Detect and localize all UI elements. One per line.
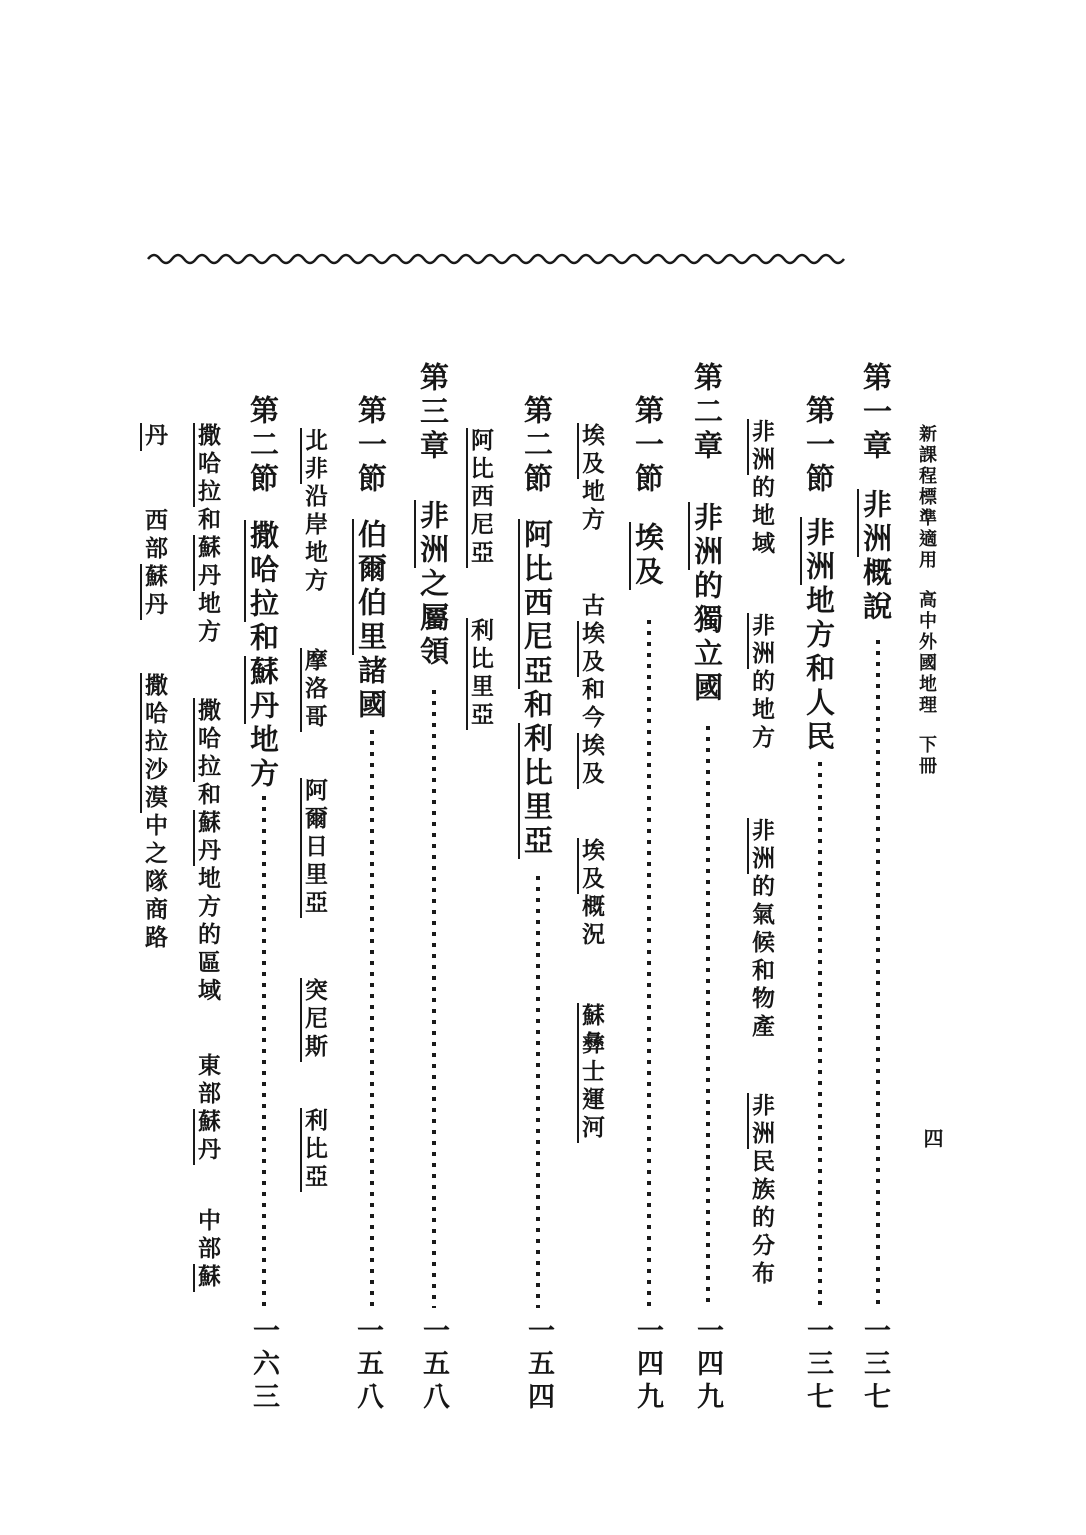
entry-page-number: 一五八 bbox=[353, 1316, 383, 1415]
entry-subtopic bbox=[580, 1003, 603, 1143]
entry-label: 第一節 bbox=[631, 395, 663, 497]
title-segment: 伯爾伯里 bbox=[354, 519, 386, 655]
entry-subtopic bbox=[143, 423, 166, 451]
entry-subtopic bbox=[750, 818, 773, 1042]
entry-subtopic bbox=[303, 978, 326, 1062]
subtopic-segment: 蘇 bbox=[195, 1264, 220, 1292]
subtopic-segment: 埃及 bbox=[579, 733, 604, 789]
entry-subtopic bbox=[303, 778, 326, 918]
title-segment: 諸國 bbox=[354, 655, 386, 723]
subtopic-segment: 蘇丹 bbox=[195, 810, 220, 866]
title-segment: 之屬領 bbox=[416, 568, 448, 670]
subtopic-segment: 蘇丹 bbox=[195, 1109, 220, 1165]
subtopic-segment: 非洲 bbox=[749, 818, 774, 874]
subtopic-segment: 和今 bbox=[579, 677, 604, 733]
title-segment: 阿比西尼亞 bbox=[520, 519, 552, 689]
dotted-leader bbox=[262, 796, 266, 1308]
entry-subtopic bbox=[196, 423, 219, 647]
subtopic-segment: 的地域 bbox=[749, 475, 774, 559]
title-segment: 埃及 bbox=[631, 522, 663, 590]
dotted-leader bbox=[818, 762, 822, 1308]
subtopic-segment: 利比亞 bbox=[302, 1108, 327, 1192]
subtopic-segment: 撒哈拉 bbox=[195, 698, 220, 782]
subtopic-segment: 中之隊商路 bbox=[142, 813, 167, 953]
entry-subtopic bbox=[143, 673, 166, 953]
entry-title bbox=[860, 489, 889, 625]
subtopic-segment: 古 bbox=[579, 593, 604, 621]
entry-title bbox=[247, 520, 276, 792]
entry-subtopic bbox=[303, 648, 326, 732]
subtopic-segment: 中部 bbox=[195, 1208, 220, 1264]
entry-label: 第二節 bbox=[246, 395, 278, 497]
subtopic-segment: 地方 bbox=[579, 479, 604, 535]
entry-subtopic bbox=[750, 613, 773, 753]
title-segment: 和 bbox=[520, 689, 552, 723]
title-segment: 非洲 bbox=[802, 517, 834, 585]
subtopic-segment: 的氣候和物產 bbox=[749, 874, 774, 1042]
title-segment: 的獨立國 bbox=[690, 570, 722, 706]
folio-page-number: 四 bbox=[920, 1128, 942, 1148]
subtopic-segment: 的地方 bbox=[749, 669, 774, 753]
subtopic-segment: 摩洛哥 bbox=[302, 648, 327, 732]
subtopic-segment: 利比里亞 bbox=[468, 618, 493, 730]
running-title-book: 高中外國地理 bbox=[917, 590, 937, 716]
subtopic-segment: 地方 bbox=[195, 591, 220, 647]
entry-subtopic bbox=[303, 428, 326, 596]
subtopic-segment: 蘇丹 bbox=[195, 535, 220, 591]
subtopic-segment: 地方的區域 bbox=[195, 866, 220, 1006]
entry-title bbox=[803, 517, 832, 755]
subtopic-segment: 非洲 bbox=[749, 613, 774, 669]
dotted-leader bbox=[432, 690, 436, 1308]
subtopic-segment: 撒哈拉 bbox=[195, 423, 220, 507]
title-segment: 撒哈拉 bbox=[246, 520, 278, 622]
entry-page-number: 一四九 bbox=[633, 1316, 663, 1415]
subtopic-segment: 撒哈拉沙漠 bbox=[142, 673, 167, 813]
entry-page-number: 一五四 bbox=[524, 1316, 554, 1415]
subtopic-segment: 和 bbox=[195, 782, 220, 810]
entry-label: 第一節 bbox=[354, 395, 386, 497]
subtopic-segment: 埃及 bbox=[579, 423, 604, 479]
running-title-series: 新課程標準適用 bbox=[917, 424, 937, 571]
entry-title bbox=[355, 519, 384, 723]
dotted-leader bbox=[876, 640, 880, 1308]
subtopic-segment: 非洲 bbox=[749, 419, 774, 475]
title-segment: 和 bbox=[246, 622, 278, 656]
subtopic-segment: 民族的分布 bbox=[749, 1149, 774, 1289]
subtopic-segment: 北非 bbox=[302, 428, 327, 484]
subtopic-segment: 丹 bbox=[142, 423, 167, 451]
entry-label: 第二章 bbox=[690, 362, 722, 464]
title-segment: 非洲 bbox=[859, 489, 891, 557]
subtopic-segment: 沿岸地方 bbox=[302, 484, 327, 596]
entry-page-number: 一三七 bbox=[803, 1316, 833, 1415]
subtopic-segment: 非洲 bbox=[749, 1093, 774, 1149]
entry-subtopic bbox=[196, 1208, 219, 1292]
entry-label: 第三章 bbox=[416, 362, 448, 464]
entry-title bbox=[632, 522, 661, 590]
subtopic-segment: 和 bbox=[195, 507, 220, 535]
entry-subtopic bbox=[143, 508, 166, 620]
entry-subtopic bbox=[303, 1108, 326, 1192]
title-segment: 利比里亞 bbox=[520, 723, 552, 859]
subtopic-segment: 蘇彝士運河 bbox=[579, 1003, 604, 1143]
entry-subtopic bbox=[469, 618, 492, 730]
entry-title bbox=[417, 500, 446, 670]
entry-label: 第二節 bbox=[520, 395, 552, 497]
dotted-leader bbox=[706, 726, 710, 1308]
subtopic-segment: 埃及 bbox=[579, 621, 604, 677]
subtopic-segment: 埃及 bbox=[579, 838, 604, 894]
dotted-leader bbox=[536, 876, 540, 1308]
dotted-leader bbox=[370, 730, 374, 1308]
entry-title bbox=[521, 519, 550, 859]
subtopic-segment: 蘇丹 bbox=[142, 564, 167, 620]
title-segment: 地方 bbox=[246, 724, 278, 792]
title-segment: 概說 bbox=[859, 557, 891, 625]
title-segment: 非洲 bbox=[690, 502, 722, 570]
subtopic-segment: 突尼斯 bbox=[302, 978, 327, 1062]
entry-subtopic bbox=[580, 838, 603, 950]
entry-page-number: 一六三 bbox=[249, 1316, 279, 1415]
entry-page-number: 一四九 bbox=[693, 1316, 723, 1415]
entry-title bbox=[691, 502, 720, 706]
entry-page-number: 一三七 bbox=[860, 1316, 890, 1415]
entry-subtopic bbox=[196, 1053, 219, 1165]
running-title-volume: 下冊 bbox=[917, 735, 937, 777]
entry-subtopic bbox=[469, 428, 492, 568]
entry-label: 第一節 bbox=[802, 395, 834, 497]
entry-subtopic bbox=[580, 423, 603, 535]
entry-subtopic bbox=[750, 419, 773, 559]
subtopic-segment: 阿爾日里亞 bbox=[302, 778, 327, 918]
entry-subtopic bbox=[196, 698, 219, 1006]
decorative-wavy-rule bbox=[146, 250, 870, 266]
title-segment: 地方和人民 bbox=[802, 585, 834, 755]
entry-page-number: 一五八 bbox=[419, 1316, 449, 1415]
subtopic-segment: 阿比西尼亞 bbox=[468, 428, 493, 568]
subtopic-segment: 西部 bbox=[142, 508, 167, 564]
entry-subtopic bbox=[580, 593, 603, 789]
title-segment: 非洲 bbox=[416, 500, 448, 568]
title-segment: 蘇丹 bbox=[246, 656, 278, 724]
entry-subtopic bbox=[750, 1093, 773, 1289]
dotted-leader bbox=[647, 620, 651, 1308]
entry-label: 第一章 bbox=[859, 362, 891, 464]
subtopic-segment: 東部 bbox=[195, 1053, 220, 1109]
subtopic-segment: 概況 bbox=[579, 894, 604, 950]
